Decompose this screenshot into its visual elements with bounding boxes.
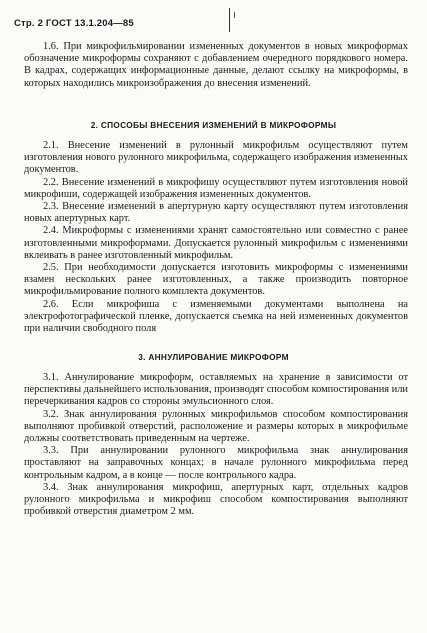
section-3-title: 3. АННУЛИРОВАНИЕ МИКРОФОРМ (138, 352, 289, 362)
paragraph-3-2: 3.2. Знак аннулирования рулонных микрофильмов способом компостирования выполняют пробивкой отверстий, расположение и размеры которых в микрофильме должны соответствовать приведенным на чертеже. (24, 408, 408, 445)
paragraph-3-1: 3.1. Аннулирование микроформ, оставляемых на хранение в зависимости от перспективы дальнейшего использования, производят способом компостирования или перечеркивания кадров со стороны эмульсионного слоя. (24, 372, 408, 408)
intro-block (24, 41, 408, 90)
paragraph-3-4: 3.4. Знак аннулирования микрофиш, апертурных карт, отдельных кадров рулонного микрофильма и микрофиш способом компостирования выполняют пробивкой отверстия диаметром 2 мм. (24, 481, 408, 518)
paragraph-2-6: 2.6. Если микрофиша с изменяемыми документами выполнена на электрофотографической пленке, допускается съемка на ней измененных документов при наличии свободного поля (24, 298, 408, 335)
section-2-body (24, 140, 408, 335)
paragraph-2-5: 2.5. При необходимости допускается изготовить микроформы с изменениями взамен нескольких ранее изготовленных, а также производить повторное микрофильмирование полного комплекта документов. (24, 262, 408, 298)
paragraph-2-4: 2.4. Микроформы с изменениями хранят самостоятельно или совместно с ранее изготовленными микроформами. Допускается рулонный микрофильм с изменениями вклеивать в ранее изготовленный микрофильм. (24, 225, 408, 261)
paragraph-1-6: 1.6. При микрофильмировании измененных документов в новых микроформах обозначение микроформы сохраняют с добавлением очередного порядкового номера. В кадрах, содержащих информационные данные, делают ссылку на микроформы, в которых находились микроизображения до внесения изменений. (24, 41, 408, 89)
paragraph-3-3: 3.3. При аннулировании рулонного микрофильма знак аннулирования проставляют на заправочных концах; в начале рулонного микрофильма перед контрольным кадром, а в конце — после контрольного кадра. (24, 445, 408, 481)
scan-mark (229, 8, 230, 32)
page-header: Стр. 2 ГОСТ 13.1.204—85 (14, 18, 134, 29)
scan-mark-small (234, 12, 235, 18)
paragraph-2-2: 2.2. Внесение изменений в микрофишу осуществляют путем изготовления новой микрофиши, содержащей изображения измененных документов. (24, 176, 408, 200)
paragraph-2-1: 2.1. Внесение изменений в рулонный микрофильм осуществляют путем изготовления нового рулонного микрофильма, содержащего изображения измененных документов. (24, 140, 408, 176)
paragraph-2-3: 2.3. Внесение изменений в апертурную карту осуществляют путем изготовления новых апертурных карт. (24, 201, 408, 225)
section-2-title: 2. СПОСОБЫ ВНЕСЕНИЯ ИЗМЕНЕНИЙ В МИКРОФОРМЫ (90, 120, 337, 130)
section-3-body (24, 372, 408, 518)
